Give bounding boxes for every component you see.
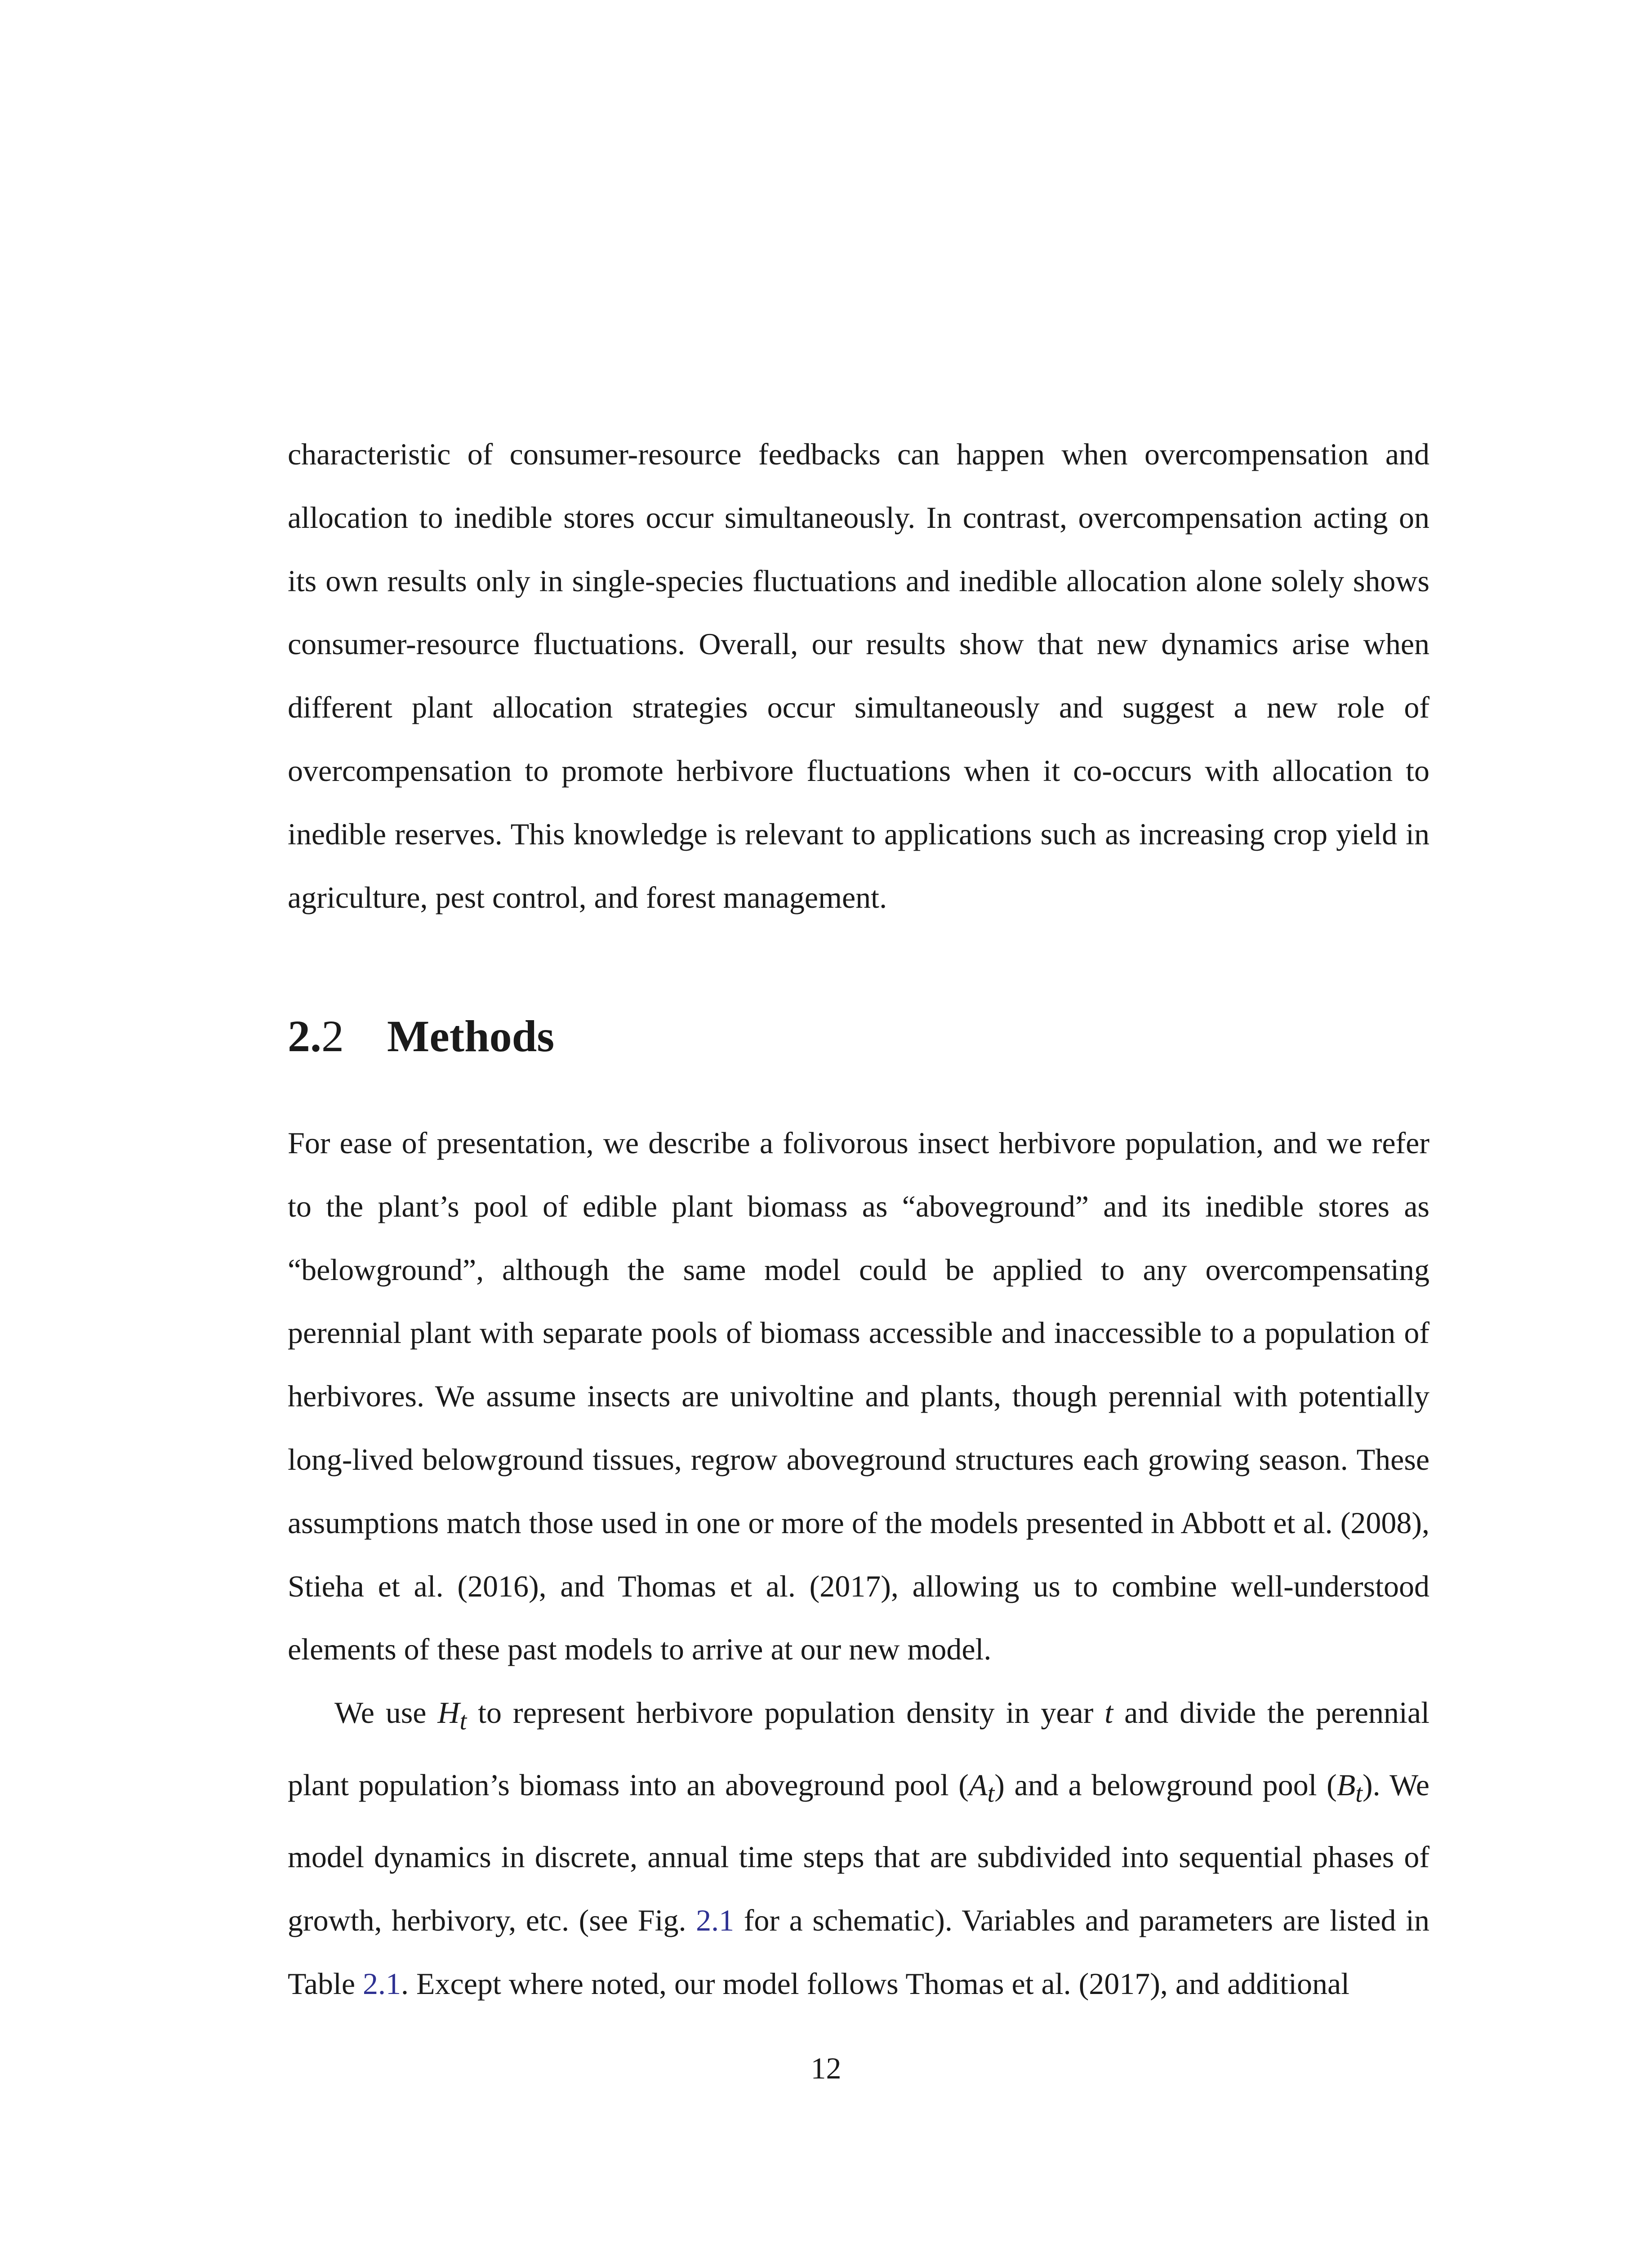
para2-text-5: ). We model dynamics in discrete, annual time steps that are subdivided into sequential phases of growth, herbivory, etc. (see Fig.	[288, 1767, 1429, 1937]
intro-text-block	[288, 423, 1429, 929]
variable-A: A	[968, 1767, 988, 1802]
variable-t: t	[1104, 1695, 1113, 1730]
methods-paragraph-1: For ease of presentation, we describe a folivorous insect herbivore population, and we refer to the plant’s pool of edible plant biomass as “aboveground” and its inedible stores as “belowground”, although the same model could be applied to any overcompensating perennial plant with separate pools of biomass accessible and inaccessible to a population of herbivores. We assume insects are univoltine and plants, though perennial with potentially long-lived belowground tissues, regrow aboveground structures each growing season. These assumptions match those used in one or more of the models presented in Abbott et al. (2008), Stieha et al. (2016), and Thomas et al. (2017), allowing us to combine well-understood elements of these past models to arrive at our new model.	[288, 1126, 1429, 1667]
table-reference-link[interactable]: 2.1	[363, 1966, 401, 2001]
para2-text-7: . Except where noted, our model follows Thomas et al. (2017), and additional	[401, 1966, 1350, 2001]
variable-H: H	[437, 1695, 460, 1730]
subscript-t: t	[459, 1707, 467, 1735]
para2-text-1: We use	[334, 1695, 438, 1730]
para2-text-3: and divide the perennial plant population’s biomass into an aboveground pool (	[288, 1695, 1429, 1802]
methods-text-block	[288, 1111, 1429, 2015]
figure-reference-link[interactable]: 2.1	[696, 1903, 735, 1937]
variable-B: B	[1336, 1767, 1356, 1802]
intro-paragraph: characteristic of consumer-resource feedbacks can happen when overcompensation and allocation to inedible stores occur simultaneously. In contrast, overcompensation acting on its own results only in single-species fluctuations and inedible allocation alone solely shows consumer-resource fluctuations. Overall, our results show that new dynamics arise when different plant allocation strategies occur simultaneously and suggest a new role of overcompensation to promote herbivore fluctuations when it co-occurs with allocation to inedible reserves. This knowledge is relevant to applications such as increasing crop yield in agriculture, pest control, and forest management.	[288, 437, 1429, 914]
para2-text-4: ) and a belowground pool (	[994, 1767, 1337, 1802]
section-heading	[288, 1007, 554, 1066]
para2-text-6: for a schematic). Variables and parameters are listed in Table	[288, 1903, 1429, 2001]
page-number: 12	[810, 2051, 842, 2085]
para2-text-2: to represent herbivore population density in year	[467, 1695, 1105, 1730]
section-number-major: 2.	[288, 1011, 321, 1061]
subscript-t: t	[1355, 1780, 1363, 1808]
methods-paragraph-2	[288, 1681, 1429, 2015]
section-title: Methods	[387, 1011, 555, 1061]
subscript-t: t	[987, 1780, 995, 1808]
section-number-minor: 2	[321, 1011, 344, 1061]
